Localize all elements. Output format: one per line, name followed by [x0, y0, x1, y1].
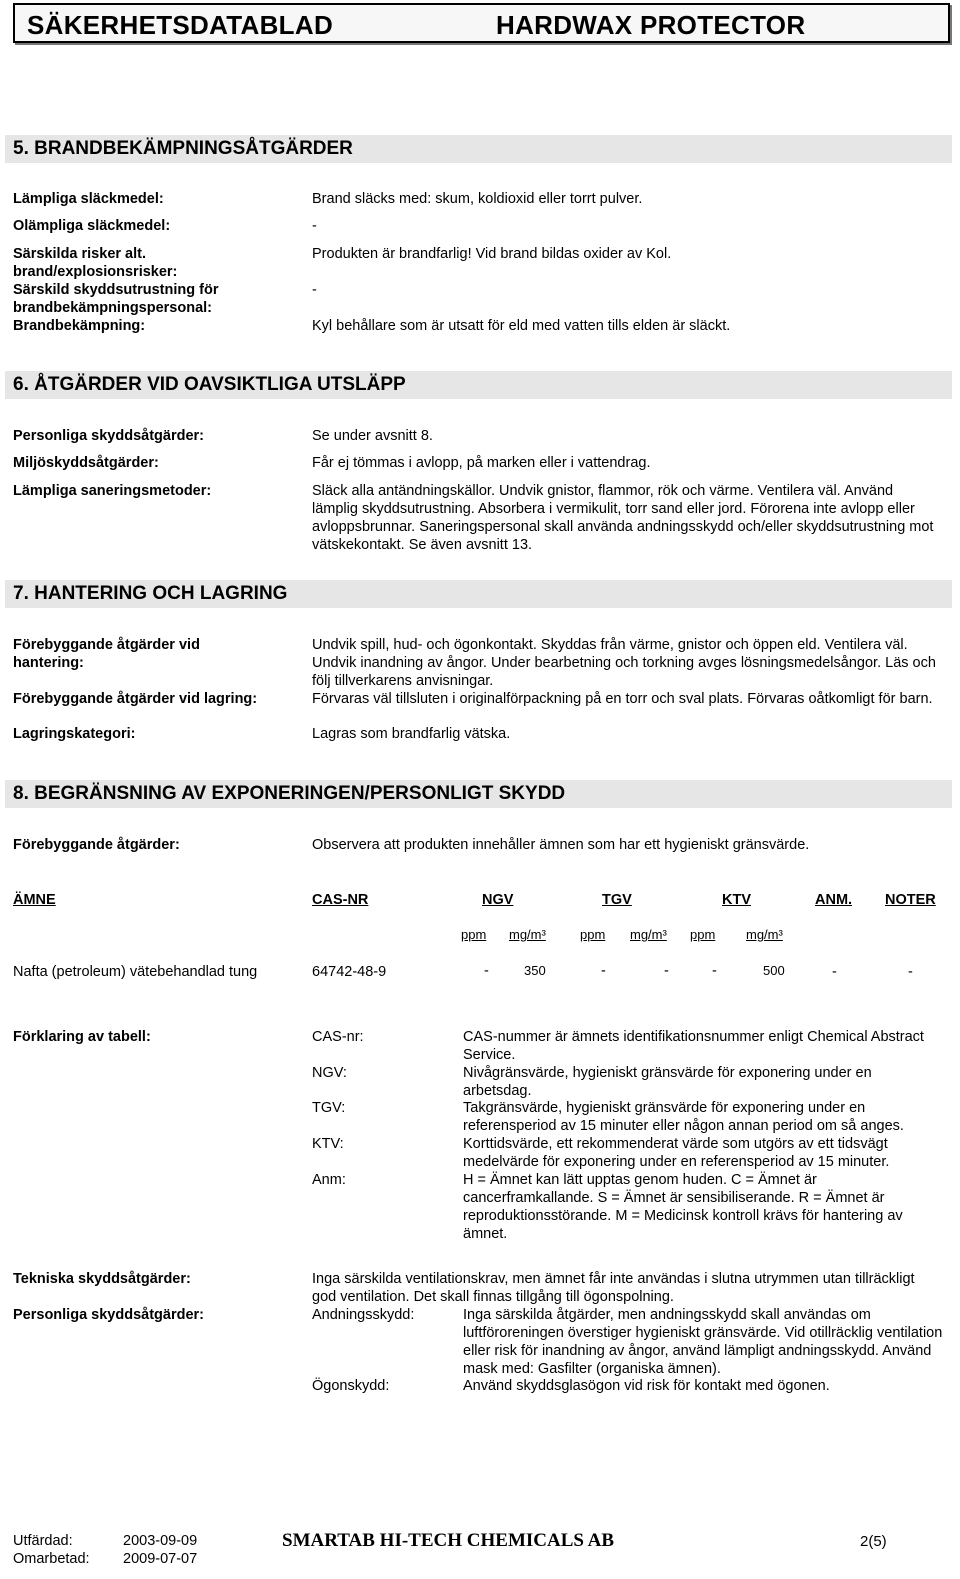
- preventive-value: Observera att produkten innehåller ämnen som har ett hygieniskt gränsvärde.: [312, 837, 810, 853]
- personal-label: Personliga skyddsåtgärder:: [13, 1307, 204, 1323]
- table-cell-ngv-mg: 350: [524, 963, 546, 978]
- unit-label: mg/m³: [509, 927, 546, 942]
- personal-text: Inga särskilda åtgärder, men andningsskydd skall användas om luftföroreningen överstiger hygieniskt gränsvärde. Vid otillräcklig ventilation eller risk för inandning av ångor, använd lämpligt andningsskydd. Använd mask med: Gasfilter (organiska ämnen).: [463, 1307, 943, 1377]
- explanation-key: KTV:: [312, 1136, 344, 1152]
- row-value: Förvaras väl tillsluten i originalförpackning på en torr och sval plats. Förvaras oåtkomligt för barn.: [312, 691, 933, 707]
- explanation-text: CAS-nummer är ämnets identifikationsnummer enligt Chemical Abstract Service.: [463, 1029, 924, 1063]
- row-value: Kyl behållare som är utsatt för eld med vatten tills elden är släckt.: [312, 318, 731, 334]
- explanation-key: NGV:: [312, 1065, 347, 1081]
- page-number: 2(5): [860, 1533, 887, 1550]
- table-header-amne: ÄMNE: [13, 892, 56, 908]
- explanation-text: H = Ämnet kan lätt upptas genom huden. C = Ämnet är cancerframkallande. S = Ämnet är sensibiliserande. R = Ämnet är reproduktionsstörande. M = Medicinsk kontroll krävs för hantering av ämnet.: [463, 1172, 903, 1242]
- table-cell-anm: -: [832, 964, 837, 980]
- table-header-anm: ANM.: [815, 892, 853, 908]
- row-value: -: [312, 282, 317, 298]
- personal-key: Andningsskydd:: [312, 1307, 415, 1323]
- explanation-text: Takgränsvärde, hygieniskt gränsvärde för exponering under en referensperiod av 15 minuter eller någon annan period om så anges.: [463, 1100, 904, 1134]
- table-header-tgv: TGV: [602, 892, 632, 908]
- row-label: Förebyggande åtgärder vid hantering:: [13, 637, 200, 671]
- row-value: Se under avsnitt 8.: [312, 428, 433, 444]
- section-5-heading: 5. BRANDBEKÄMPNINGSÅTGÄRDER: [5, 135, 952, 163]
- revised-date: 2009-07-07: [123, 1551, 198, 1567]
- table-cell-tgv-mg: -: [664, 963, 669, 979]
- row-label: Lämpliga saneringsmetoder:: [13, 483, 212, 499]
- technical-value: Inga särskilda ventilationskrav, men ämnet får inte användas i slutna utrymmen utan tillräckligt god ventilation. Det skall finnas tillgång till ögonspolning.: [312, 1271, 915, 1305]
- row-label: Särskilda risker alt. brand/explosionsrisker:: [13, 246, 178, 280]
- table-header-cas: CAS-NR: [312, 892, 369, 908]
- revised-label: Omarbetad:: [13, 1551, 90, 1567]
- row-label: Förebyggande åtgärder vid lagring:: [13, 691, 258, 707]
- unit-label: ppm: [690, 927, 716, 942]
- table-cell-noter: -: [908, 964, 913, 980]
- row-label: Lämpliga släckmedel:: [13, 191, 164, 207]
- table-cell-ngv-ppm: -: [484, 963, 489, 979]
- row-label: Lagringskategori:: [13, 726, 136, 742]
- table-cell-amne: Nafta (petroleum) vätebehandlad tung: [13, 964, 258, 980]
- personal-text: Använd skyddsglasögon vid risk för kontakt med ögonen.: [463, 1378, 830, 1394]
- table-cell-ktv-mg: 500: [763, 963, 785, 978]
- section-7-heading: 7. HANTERING OCH LAGRING: [5, 580, 952, 608]
- explanation-text: Nivågränsvärde, hygieniskt gränsvärde för exponering under en arbetsdag.: [463, 1065, 872, 1099]
- unit-label: ppm: [461, 927, 487, 942]
- unit-label: mg/m³: [746, 927, 783, 942]
- company-name: SMARTAB HI-TECH CHEMICALS AB: [282, 1530, 615, 1551]
- section-6-heading: 6. ÅTGÄRDER VID OAVSIKTLIGA UTSLÄPP: [5, 371, 952, 399]
- row-value: Får ej tömmas i avlopp, på marken eller i vattendrag.: [312, 455, 651, 471]
- table-header-ngv: NGV: [482, 892, 514, 908]
- document-header: [13, 3, 950, 43]
- document-type-title: SÄKERHETSDATABLAD: [27, 10, 334, 40]
- explanation-key: Anm:: [312, 1172, 346, 1188]
- row-label: Personliga skyddsåtgärder:: [13, 428, 204, 444]
- table-header-noter: NOTER: [885, 892, 936, 908]
- preventive-label: Förebyggande åtgärder:: [13, 837, 180, 853]
- row-value: -: [312, 218, 317, 234]
- product-name-title: HARDWAX PROTECTOR: [496, 10, 806, 40]
- table-cell-cas: 64742-48-9: [312, 964, 387, 980]
- section-8-heading: 8. BEGRÄNSNING AV EXPONERINGEN/PERSONLIGT SKYDD: [5, 780, 952, 808]
- row-label: Särskild skyddsutrustning för brandbekämpningspersonal:: [13, 282, 219, 316]
- row-value: Lagras som brandfarlig vätska.: [312, 726, 511, 742]
- row-label: Brandbekämpning:: [13, 318, 146, 334]
- explanation-key: TGV:: [312, 1100, 346, 1116]
- row-label: Miljöskyddsåtgärder:: [13, 455, 159, 471]
- row-label: Olämpliga släckmedel:: [13, 218, 171, 234]
- unit-label: mg/m³: [630, 927, 667, 942]
- table-cell-tgv-ppm: -: [601, 963, 606, 979]
- unit-label: ppm: [580, 927, 606, 942]
- table-header-ktv: KTV: [722, 892, 751, 908]
- personal-key: Ögonskydd:: [312, 1378, 390, 1394]
- issued-date: 2003-09-09: [123, 1533, 198, 1549]
- explanation-label: Förklaring av tabell:: [13, 1029, 151, 1045]
- technical-label: Tekniska skyddsåtgärder:: [13, 1271, 191, 1287]
- table-cell-ktv-ppm: -: [712, 963, 717, 979]
- issued-label: Utfärdad:: [13, 1533, 73, 1549]
- row-value: Brand släcks med: skum, koldioxid eller torrt pulver.: [312, 191, 643, 207]
- explanation-key: CAS-nr:: [312, 1029, 364, 1045]
- row-value: Släck alla antändningskällor. Undvik gnistor, flammor, rök och värme. Ventilera väl. Använd lämplig skyddsutrustning. Absorbera i vermikulit, torr sand eller jord. Förorena inte avlopp eller avloppsbrunnar. Saneringspersonal skall använda andningsskydd och/eller skyddsutrustning mot vätskekontakt. Se även avsnitt 13.: [312, 483, 934, 553]
- row-value: Undvik spill, hud- och ögonkontakt. Skyddas från värme, gnistor och öppen eld. Ventilera väl. Undvik inandning av ångor. Under bearbetning och torkning avges lösningsmedelsångor. Läs och följ tillverkarens anvisningar.: [312, 637, 936, 689]
- explanation-text: Korttidsvärde, ett rekommenderat värde som utgörs av ett tidsvägt medelvärde för exponering under en referensperiod av 15 minuter.: [463, 1136, 890, 1170]
- row-value: Produkten är brandfarlig! Vid brand bildas oxider av Kol.: [312, 246, 672, 262]
